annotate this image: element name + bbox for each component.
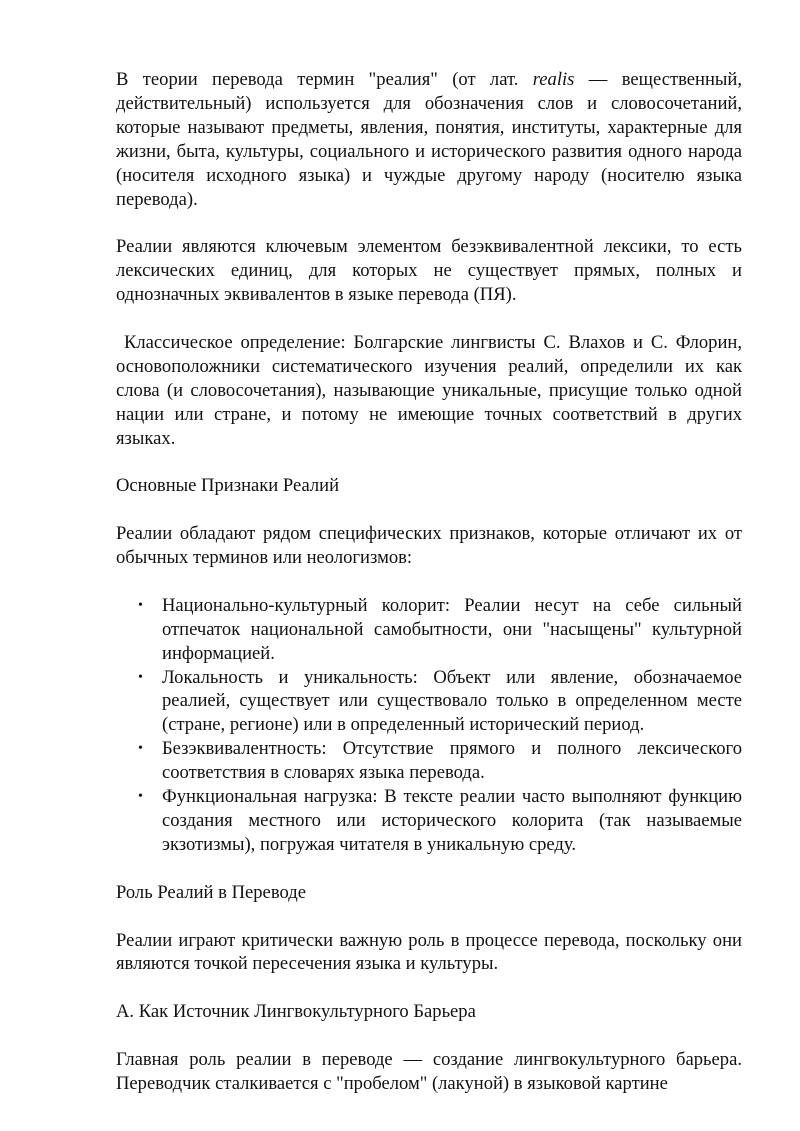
bullet-icon: •: [138, 789, 143, 805]
list-item-text: Безэквивалентность: Отсутствие прямого и полного лексического соответствия в словарях языка перевода.: [162, 738, 742, 784]
paragraph-definition-end: — вещественный, действительный) используется для обозначения слов и словосочетаний, которые называют предметы, явления, понятия, институты, характерные для жизни, быта, культуры, социального и исторического развития одного народа (носителя исходного языка) и чуждые другому народу (носителю языка перевода).: [116, 69, 742, 210]
list-item-text-end: ), погружая читателя в уникальную среду.: [244, 833, 576, 855]
heading-main-features: Основные Признаки Реалий: [116, 475, 340, 497]
paragraph-definition: [116, 68, 742, 211]
document-page: [116, 68, 742, 1120]
list-item-text: Локальность и уникальность: Объект или явление, обозначаемое реалией, существует или существовало только в определенном месте (стране, регионе) или в определенный исторический период.: [162, 666, 742, 736]
bullet-icon: •: [138, 597, 143, 613]
paragraph-barrier: Главная роль реалии в переводе — создание лингвокультурного барьера. Переводчик сталкивается с "пробелом" (лакуной) в языковой картине: [116, 1049, 742, 1094]
paragraph-definition-start: В теории перевода термин "реалия" (от лат.: [116, 69, 533, 90]
bullet-icon: •: [138, 741, 143, 757]
list-item: [116, 594, 742, 666]
list-item-text-start: Функциональная нагрузка: В тексте реалии часто выполняют функцию создания местного или исторического колорита (так называемые: [162, 786, 742, 832]
paragraph-bezekvivalent: Реалии являются ключевым элементом безэквивалентной лексики, то есть лексических единиц, для которых не существует прямых, полных и однозначных эквивалентов в языке перевода (ПЯ).: [116, 236, 742, 306]
features-list: [116, 594, 742, 857]
list-item: [116, 785, 742, 857]
list-item: [116, 737, 742, 785]
bullet-icon: •: [138, 669, 143, 685]
latin-term: realis: [532, 69, 575, 90]
exotism-term: экзотизмы: [162, 833, 245, 855]
list-item-text: Национально-культурный колорит: Реалии несут на себе сильный отпечаток национальной самобытности, они "насыщены" культурной информацией.: [162, 594, 742, 664]
heading-role-in-translation: Роль Реалий в Переводе: [116, 881, 306, 903]
heading-barrier-source: А. Как Источник Лингвокультурного Барьера: [116, 1001, 476, 1023]
paragraph-role-intro: Реалии играют критически важную роль в процессе перевода, поскольку они являются точкой пересечения языка и культуры.: [116, 929, 742, 975]
paragraph-features-intro: Реалии обладают рядом специфических признаков, которые отличают их от обычных терминов или неологизмов:: [116, 523, 742, 569]
paragraph-classic-definition: Классическое определение: Болгарские лингвисты С. Влахов и С. Флорин, основоположники систематического изучения реалий, определили их как слова (и словосочетания), называющие уникальные, присущие только одной нации или стране, и потому не имеющие точных соответствий в других языках.: [116, 331, 742, 449]
list-item: [116, 666, 742, 738]
